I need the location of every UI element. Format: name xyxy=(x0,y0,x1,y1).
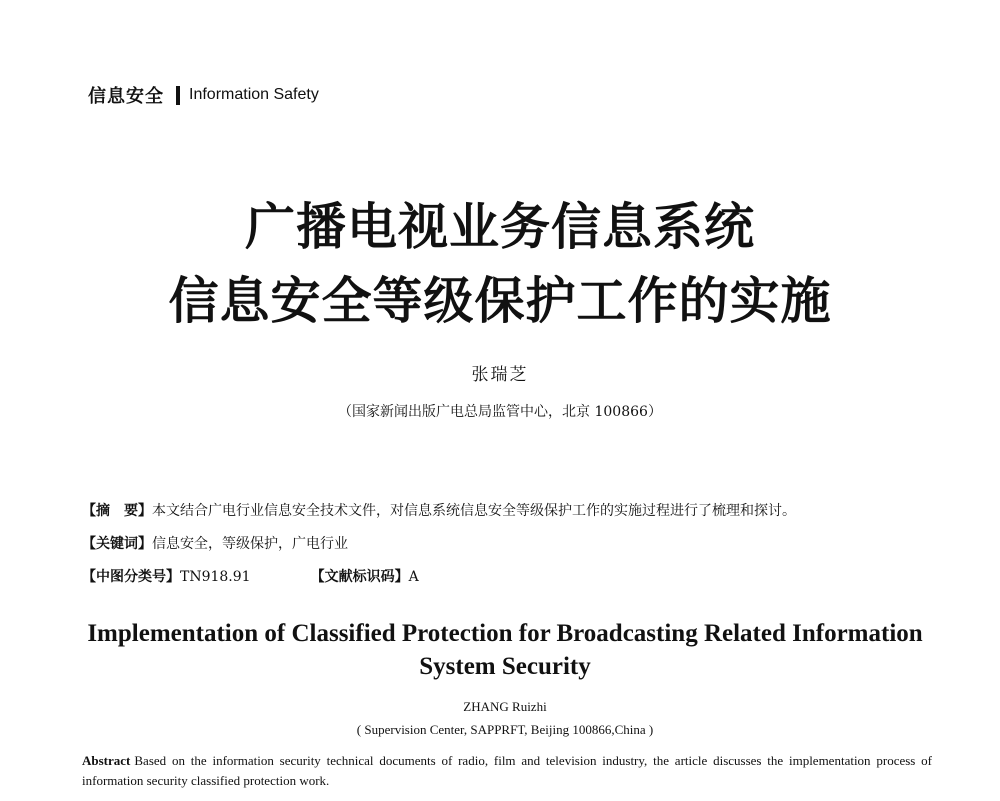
article-title-en xyxy=(0,617,1000,683)
doc-code-value: A xyxy=(408,569,419,585)
author-name-en: ZHANG Ruizhi xyxy=(463,699,547,714)
title-zh-line-1: 广播电视业务信息系统 xyxy=(245,198,755,256)
article-title-zh xyxy=(0,190,1000,338)
abstract-en xyxy=(82,751,932,791)
abstract-en-text: Based on the information security technical documents of radio, film and television industry, the article discusses the implementation process of information security classified protection work. xyxy=(82,753,932,788)
clc-value: TN918.91 xyxy=(180,569,251,585)
section-header xyxy=(88,82,319,108)
author-name-zh: 张瑞芝 xyxy=(471,365,529,385)
abstract-en-label: Abstract xyxy=(82,753,131,768)
title-zh-line-2: 信息安全等级保护工作的实施 xyxy=(168,272,832,330)
keywords-zh xyxy=(82,533,348,553)
abstract-zh-text: 本文结合广电行业信息安全技术文件，对信息系统信息安全等级保护工作的实施过程进行了梳理和探讨。 xyxy=(152,503,796,519)
abstract-zh xyxy=(82,500,796,520)
author-affiliation-zh: （国家新闻出版广电总局监管中心，北京 100866） xyxy=(338,404,662,420)
clc-label: 【中图分类号】 xyxy=(82,569,180,585)
keywords-zh-text: 信息安全，等级保护，广电行业 xyxy=(152,536,348,552)
author-affiliation-en: ( Supervision Center, SAPPRFT, Beijing 100866,China ) xyxy=(356,722,654,737)
title-en-line-1: Implementation of Classified Protection for Broadcasting Related Information xyxy=(87,620,923,647)
section-label-zh: 信息安全 xyxy=(88,86,164,107)
doc-code-label: 【文献标识码】 xyxy=(310,569,409,585)
keywords-zh-label: 【关键词】 xyxy=(82,536,152,552)
classification-line xyxy=(82,566,419,586)
title-en-line-2: System Security xyxy=(419,653,591,680)
section-divider-bar xyxy=(176,86,180,105)
section-label-en: Information Safety xyxy=(189,86,319,103)
abstract-zh-label: 【摘 要】 xyxy=(82,503,152,519)
